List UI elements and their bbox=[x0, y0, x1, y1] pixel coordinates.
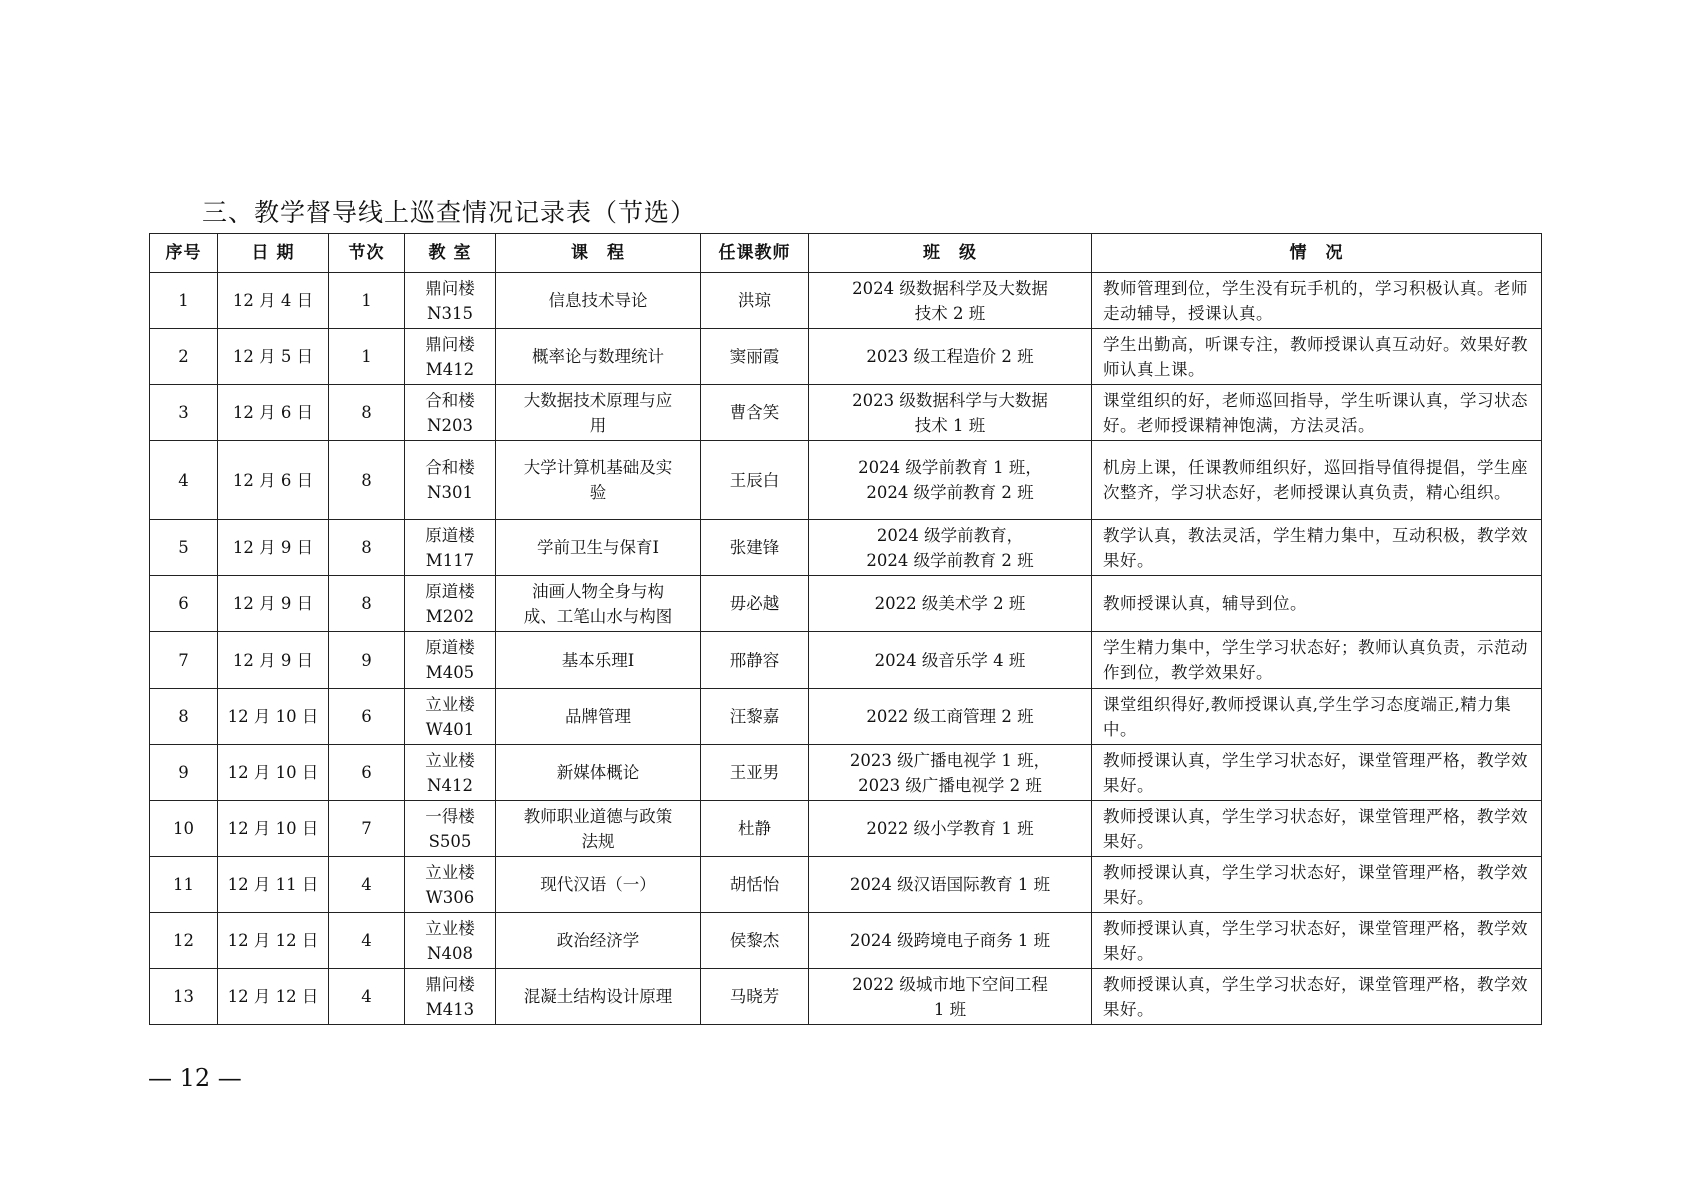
cell-teacher: 毋必越 bbox=[701, 576, 809, 632]
cell-seq: 7 bbox=[150, 632, 218, 689]
cell-period: 6 bbox=[329, 745, 405, 801]
cell-course: 大学计算机基础及实 验 bbox=[496, 441, 701, 520]
cell-course: 基本乐理Ⅰ bbox=[496, 632, 701, 689]
cell-course: 新媒体概论 bbox=[496, 745, 701, 801]
cell-course: 政治经济学 bbox=[496, 913, 701, 969]
cell-period: 4 bbox=[329, 969, 405, 1025]
cell-teacher: 曹含笑 bbox=[701, 385, 809, 441]
cell-class: 2023 级数据科学与大数据 技术 1 班 bbox=[809, 385, 1092, 441]
cell-seq: 5 bbox=[150, 520, 218, 576]
cell-teacher: 马晓芳 bbox=[701, 969, 809, 1025]
cell-class: 2024 级数据科学及大数据 技术 2 班 bbox=[809, 273, 1092, 329]
cell-teacher: 王辰白 bbox=[701, 441, 809, 520]
cell-course: 混凝土结构设计原理 bbox=[496, 969, 701, 1025]
cell-room: 鼎问楼 M412 bbox=[405, 329, 496, 385]
cell-date: 12 月 5 日 bbox=[218, 329, 329, 385]
table-row bbox=[150, 745, 1542, 801]
cell-class: 2024 级跨境电子商务 1 班 bbox=[809, 913, 1092, 969]
cell-course: 学前卫生与保育Ⅰ bbox=[496, 520, 701, 576]
cell-period: 1 bbox=[329, 329, 405, 385]
cell-seq: 8 bbox=[150, 689, 218, 745]
header-room: 教 室 bbox=[405, 234, 496, 273]
cell-situation: 教学认真，教法灵活，学生精力集中，互动积极，教学效果好。 bbox=[1092, 520, 1542, 576]
cell-teacher: 王亚男 bbox=[701, 745, 809, 801]
cell-period: 8 bbox=[329, 441, 405, 520]
cell-period: 4 bbox=[329, 857, 405, 913]
table-row bbox=[150, 913, 1542, 969]
table-row bbox=[150, 520, 1542, 576]
cell-situation: 机房上课，任课教师组织好，巡回指导值得提倡，学生座次整齐，学习状态好，老师授课认真负责，精心组织。 bbox=[1092, 441, 1542, 520]
cell-seq: 11 bbox=[150, 857, 218, 913]
cell-room: 立业楼 W306 bbox=[405, 857, 496, 913]
header-teacher: 任课教师 bbox=[701, 234, 809, 273]
cell-class: 2023 级广播电视学 1 班， 2023 级广播电视学 2 班 bbox=[809, 745, 1092, 801]
inspection-record-table bbox=[149, 233, 1542, 1025]
cell-teacher: 汪黎嘉 bbox=[701, 689, 809, 745]
cell-class: 2022 级美术学 2 班 bbox=[809, 576, 1092, 632]
cell-date: 12 月 4 日 bbox=[218, 273, 329, 329]
cell-course: 信息技术导论 bbox=[496, 273, 701, 329]
cell-situation: 教师授课认真，学生学习状态好，课堂管理严格，教学效果好。 bbox=[1092, 745, 1542, 801]
table-row bbox=[150, 969, 1542, 1025]
cell-course: 大数据技术原理与应 用 bbox=[496, 385, 701, 441]
cell-date: 12 月 6 日 bbox=[218, 441, 329, 520]
cell-situation: 教师授课认真，学生学习状态好，课堂管理严格，教学效果好。 bbox=[1092, 857, 1542, 913]
cell-seq: 13 bbox=[150, 969, 218, 1025]
cell-teacher: 张建锋 bbox=[701, 520, 809, 576]
cell-room: 原道楼 M117 bbox=[405, 520, 496, 576]
cell-situation: 课堂组织的好，老师巡回指导，学生听课认真，学习状态好。老师授课精神饱满，方法灵活。 bbox=[1092, 385, 1542, 441]
cell-date: 12 月 12 日 bbox=[218, 913, 329, 969]
header-course: 课 程 bbox=[496, 234, 701, 273]
cell-seq: 2 bbox=[150, 329, 218, 385]
cell-situation: 教师授课认真，辅导到位。 bbox=[1092, 576, 1542, 632]
cell-class: 2022 级工商管理 2 班 bbox=[809, 689, 1092, 745]
cell-situation: 学生出勤高，听课专注，教师授课认真互动好。效果好教师认真上课。 bbox=[1092, 329, 1542, 385]
table-row bbox=[150, 689, 1542, 745]
cell-period: 1 bbox=[329, 273, 405, 329]
cell-teacher: 侯黎杰 bbox=[701, 913, 809, 969]
cell-date: 12 月 12 日 bbox=[218, 969, 329, 1025]
cell-seq: 6 bbox=[150, 576, 218, 632]
cell-seq: 3 bbox=[150, 385, 218, 441]
cell-situation: 学生精力集中，学生学习状态好；教师认真负责，示范动作到位，教学效果好。 bbox=[1092, 632, 1542, 689]
cell-room: 一得楼 S505 bbox=[405, 801, 496, 857]
table-row bbox=[150, 329, 1542, 385]
cell-teacher: 洪琼 bbox=[701, 273, 809, 329]
cell-situation: 课堂组织得好,教师授课认真,学生学习态度端正,精力集中。 bbox=[1092, 689, 1542, 745]
cell-teacher: 邢静容 bbox=[701, 632, 809, 689]
cell-situation: 教师授课认真，学生学习状态好，课堂管理严格，教学效果好。 bbox=[1092, 913, 1542, 969]
header-class: 班 级 bbox=[809, 234, 1092, 273]
cell-date: 12 月 10 日 bbox=[218, 801, 329, 857]
cell-teacher: 胡恬怡 bbox=[701, 857, 809, 913]
table-row bbox=[150, 857, 1542, 913]
cell-room: 原道楼 M405 bbox=[405, 632, 496, 689]
header-date: 日 期 bbox=[218, 234, 329, 273]
cell-period: 8 bbox=[329, 385, 405, 441]
cell-room: 鼎问楼 N315 bbox=[405, 273, 496, 329]
cell-course: 品牌管理 bbox=[496, 689, 701, 745]
header-seq: 序号 bbox=[150, 234, 218, 273]
cell-room: 合和楼 N301 bbox=[405, 441, 496, 520]
cell-seq: 1 bbox=[150, 273, 218, 329]
cell-class: 2022 级小学教育 1 班 bbox=[809, 801, 1092, 857]
cell-room: 立业楼 W401 bbox=[405, 689, 496, 745]
page-number: — 12 — bbox=[148, 1064, 242, 1092]
cell-seq: 4 bbox=[150, 441, 218, 520]
cell-seq: 10 bbox=[150, 801, 218, 857]
cell-class: 2024 级学前教育 1 班， 2024 级学前教育 2 班 bbox=[809, 441, 1092, 520]
table-row bbox=[150, 801, 1542, 857]
cell-seq: 12 bbox=[150, 913, 218, 969]
cell-class: 2024 级汉语国际教育 1 班 bbox=[809, 857, 1092, 913]
cell-date: 12 月 6 日 bbox=[218, 385, 329, 441]
cell-class: 2022 级城市地下空间工程 1 班 bbox=[809, 969, 1092, 1025]
cell-period: 9 bbox=[329, 632, 405, 689]
cell-room: 立业楼 N408 bbox=[405, 913, 496, 969]
cell-teacher: 窦丽霞 bbox=[701, 329, 809, 385]
cell-date: 12 月 9 日 bbox=[218, 576, 329, 632]
table-row bbox=[150, 632, 1542, 689]
cell-period: 7 bbox=[329, 801, 405, 857]
table-row bbox=[150, 441, 1542, 520]
cell-course: 现代汉语（一） bbox=[496, 857, 701, 913]
cell-class: 2024 级学前教育， 2024 级学前教育 2 班 bbox=[809, 520, 1092, 576]
cell-period: 8 bbox=[329, 576, 405, 632]
cell-date: 12 月 11 日 bbox=[218, 857, 329, 913]
cell-period: 8 bbox=[329, 520, 405, 576]
cell-date: 12 月 10 日 bbox=[218, 745, 329, 801]
cell-period: 4 bbox=[329, 913, 405, 969]
cell-situation: 教师授课认真，学生学习状态好，课堂管理严格，教学效果好。 bbox=[1092, 969, 1542, 1025]
cell-situation: 教师授课认真，学生学习状态好，课堂管理严格，教学效果好。 bbox=[1092, 801, 1542, 857]
cell-seq: 9 bbox=[150, 745, 218, 801]
table-body bbox=[150, 273, 1542, 1025]
cell-date: 12 月 9 日 bbox=[218, 632, 329, 689]
cell-period: 6 bbox=[329, 689, 405, 745]
table-row bbox=[150, 273, 1542, 329]
cell-course: 概率论与数理统计 bbox=[496, 329, 701, 385]
table-header-row bbox=[150, 234, 1542, 273]
cell-room: 立业楼 N412 bbox=[405, 745, 496, 801]
header-situation: 情 况 bbox=[1092, 234, 1542, 273]
cell-date: 12 月 10 日 bbox=[218, 689, 329, 745]
cell-room: 原道楼 M202 bbox=[405, 576, 496, 632]
cell-class: 2024 级音乐学 4 班 bbox=[809, 632, 1092, 689]
cell-teacher: 杜静 bbox=[701, 801, 809, 857]
cell-room: 合和楼 N203 bbox=[405, 385, 496, 441]
cell-class: 2023 级工程造价 2 班 bbox=[809, 329, 1092, 385]
cell-date: 12 月 9 日 bbox=[218, 520, 329, 576]
cell-course: 教师职业道德与政策 法规 bbox=[496, 801, 701, 857]
cell-course: 油画人物全身与构 成、工笔山水与构图 bbox=[496, 576, 701, 632]
table-row bbox=[150, 385, 1542, 441]
section-title: 三、教学督导线上巡查情况记录表（节选） bbox=[202, 198, 697, 227]
header-period: 节次 bbox=[329, 234, 405, 273]
cell-room: 鼎问楼 M413 bbox=[405, 969, 496, 1025]
cell-situation: 教师管理到位，学生没有玩手机的，学习积极认真。老师走动辅导，授课认真。 bbox=[1092, 273, 1542, 329]
table-row bbox=[150, 576, 1542, 632]
